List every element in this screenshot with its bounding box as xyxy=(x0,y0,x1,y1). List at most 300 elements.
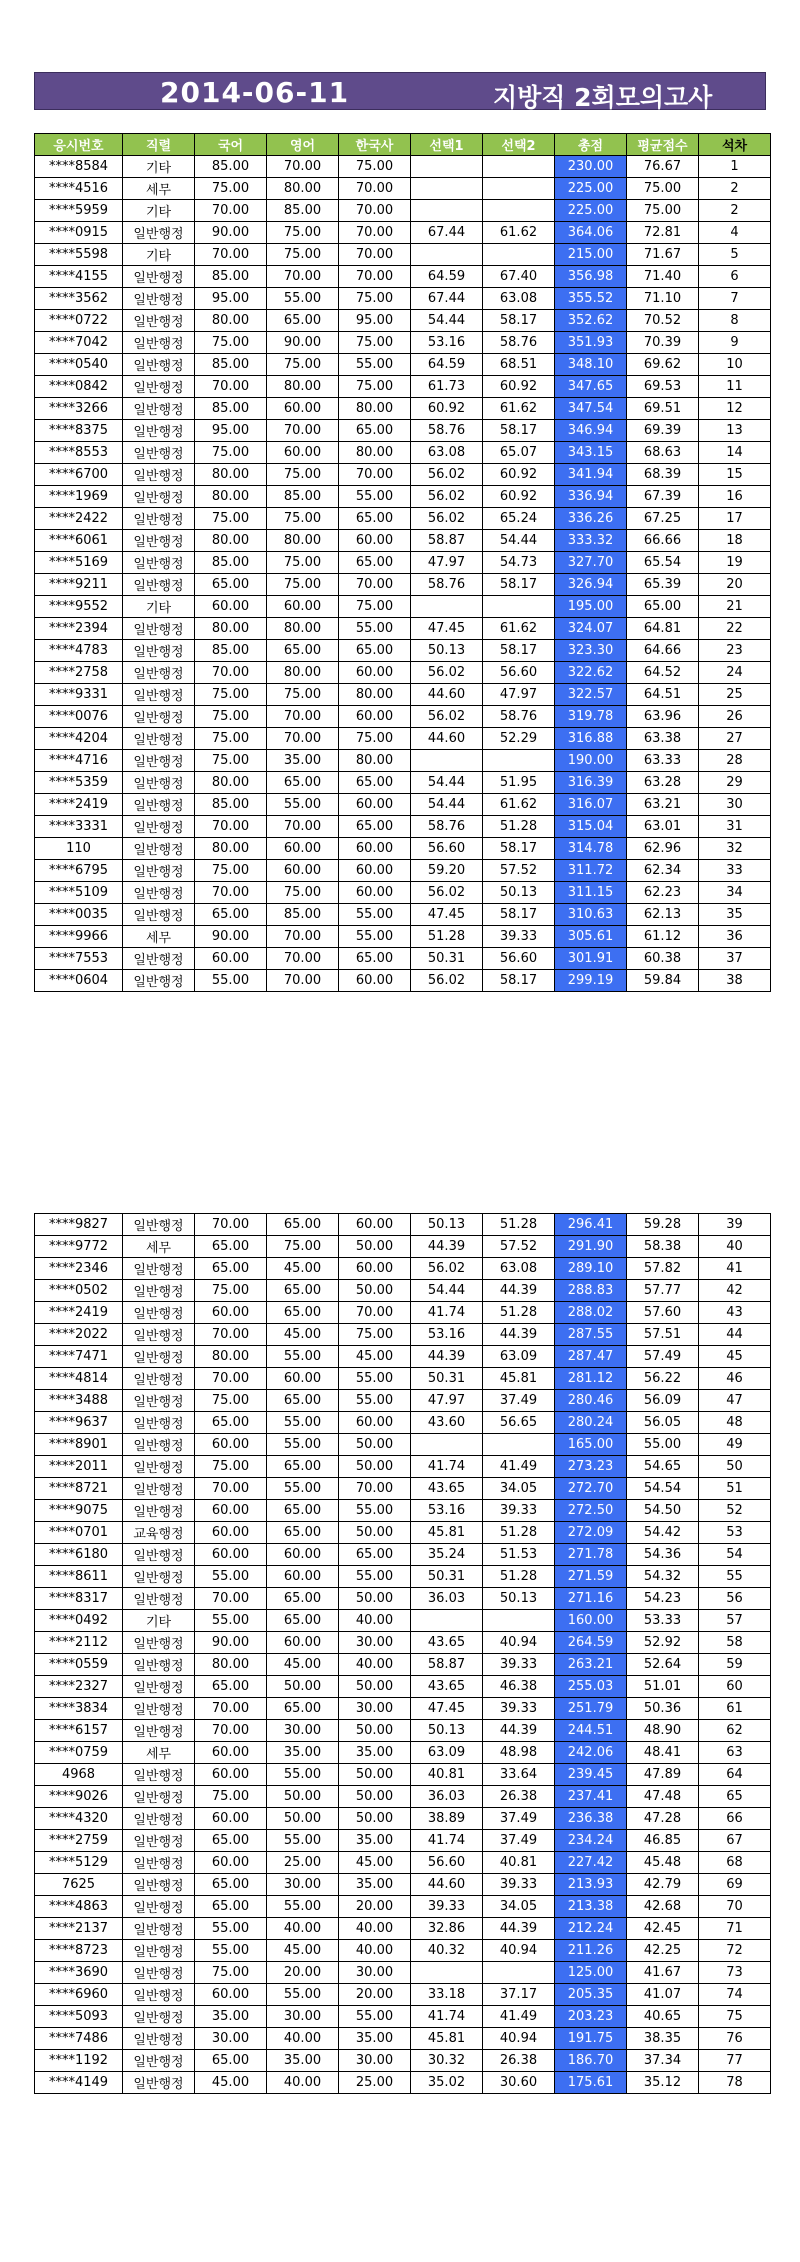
cell-rank: 65 xyxy=(699,1786,771,1808)
cell-elective-2: 58.76 xyxy=(483,706,555,728)
cell-elective-1: 53.16 xyxy=(411,1500,483,1522)
cell-english: 80.00 xyxy=(267,178,339,200)
score-table-page-2 xyxy=(34,1213,771,2094)
cell-average: 57.51 xyxy=(627,1324,699,1346)
cell-korean: 85.00 xyxy=(195,794,267,816)
cell-average: 56.09 xyxy=(627,1390,699,1412)
cell-rank: 67 xyxy=(699,1830,771,1852)
cell-english: 70.00 xyxy=(267,970,339,992)
cell-exam-number: ****8723 xyxy=(35,1940,123,1962)
cell-korean-history: 60.00 xyxy=(339,970,411,992)
cell-exam-number: ****7471 xyxy=(35,1346,123,1368)
cell-rank: 35 xyxy=(699,904,771,926)
cell-korean-history: 70.00 xyxy=(339,1302,411,1324)
cell-total: 289.10 xyxy=(555,1258,627,1280)
cell-elective-2: 58.17 xyxy=(483,904,555,926)
cell-korean: 75.00 xyxy=(195,508,267,530)
table-row xyxy=(35,1522,771,1544)
cell-total: 324.07 xyxy=(555,618,627,640)
cell-rank: 63 xyxy=(699,1742,771,1764)
cell-track: 일반행정 xyxy=(123,1984,195,2006)
cell-elective-2: 48.98 xyxy=(483,1742,555,1764)
cell-rank: 38 xyxy=(699,970,771,992)
cell-rank: 48 xyxy=(699,1412,771,1434)
cell-rank: 6 xyxy=(699,266,771,288)
cell-elective-1: 63.08 xyxy=(411,442,483,464)
cell-korean: 65.00 xyxy=(195,1830,267,1852)
table-row xyxy=(35,486,771,508)
cell-exam-number: ****8611 xyxy=(35,1566,123,1588)
cell-elective-1: 47.45 xyxy=(411,1698,483,1720)
cell-track: 기타 xyxy=(123,244,195,266)
cell-korean-history: 50.00 xyxy=(339,1456,411,1478)
cell-english: 75.00 xyxy=(267,508,339,530)
cell-rank: 15 xyxy=(699,464,771,486)
cell-exam-number: ****2758 xyxy=(35,662,123,684)
cell-english: 55.00 xyxy=(267,1478,339,1500)
cell-total: 264.59 xyxy=(555,1632,627,1654)
cell-elective-2: 41.49 xyxy=(483,1456,555,1478)
cell-rank: 21 xyxy=(699,596,771,618)
table-row xyxy=(35,1874,771,1896)
cell-elective-1: 59.20 xyxy=(411,860,483,882)
cell-elective-1 xyxy=(411,178,483,200)
cell-korean: 60.00 xyxy=(195,1302,267,1324)
cell-english: 85.00 xyxy=(267,904,339,926)
cell-average: 64.81 xyxy=(627,618,699,640)
header-average: 평균점수 xyxy=(627,134,699,156)
cell-exam-number: ****9552 xyxy=(35,596,123,618)
cell-korean: 80.00 xyxy=(195,1346,267,1368)
cell-track: 일반행정 xyxy=(123,1830,195,1852)
cell-rank: 60 xyxy=(699,1676,771,1698)
cell-english: 65.00 xyxy=(267,1302,339,1324)
cell-total: 125.00 xyxy=(555,1962,627,1984)
cell-total: 211.26 xyxy=(555,1940,627,1962)
cell-average: 68.39 xyxy=(627,464,699,486)
cell-exam-number: ****0701 xyxy=(35,1522,123,1544)
cell-average: 52.64 xyxy=(627,1654,699,1676)
cell-rank: 14 xyxy=(699,442,771,464)
cell-total: 351.93 xyxy=(555,332,627,354)
cell-elective-2: 61.62 xyxy=(483,222,555,244)
cell-korean-history: 70.00 xyxy=(339,222,411,244)
cell-total: 314.78 xyxy=(555,838,627,860)
cell-elective-2: 40.94 xyxy=(483,1632,555,1654)
cell-elective-1: 41.74 xyxy=(411,1302,483,1324)
cell-english: 80.00 xyxy=(267,376,339,398)
cell-elective-2: 39.33 xyxy=(483,1874,555,1896)
score-table-page-1 xyxy=(34,133,771,992)
cell-elective-1: 63.09 xyxy=(411,1742,483,1764)
cell-elective-1: 51.28 xyxy=(411,926,483,948)
cell-track: 일반행정 xyxy=(123,354,195,376)
cell-elective-1: 58.76 xyxy=(411,574,483,596)
cell-exam-number: ****4516 xyxy=(35,178,123,200)
cell-elective-2: 51.28 xyxy=(483,1522,555,1544)
cell-total: 234.24 xyxy=(555,1830,627,1852)
cell-total: 186.70 xyxy=(555,2050,627,2072)
cell-total: 355.52 xyxy=(555,288,627,310)
cell-rank: 37 xyxy=(699,948,771,970)
cell-exam-number: ****4204 xyxy=(35,728,123,750)
cell-elective-1: 50.13 xyxy=(411,1720,483,1742)
cell-english: 45.00 xyxy=(267,1258,339,1280)
cell-average: 46.85 xyxy=(627,1830,699,1852)
cell-rank: 9 xyxy=(699,332,771,354)
cell-exam-number: ****3331 xyxy=(35,816,123,838)
cell-elective-1: 58.76 xyxy=(411,816,483,838)
cell-exam-number: ****0915 xyxy=(35,222,123,244)
cell-average: 71.67 xyxy=(627,244,699,266)
cell-average: 62.13 xyxy=(627,904,699,926)
cell-total: 356.98 xyxy=(555,266,627,288)
cell-total: 322.62 xyxy=(555,662,627,684)
cell-total: 227.42 xyxy=(555,1852,627,1874)
cell-total: 271.59 xyxy=(555,1566,627,1588)
cell-korean: 80.00 xyxy=(195,1654,267,1676)
cell-korean: 95.00 xyxy=(195,420,267,442)
cell-korean: 55.00 xyxy=(195,970,267,992)
cell-english: 35.00 xyxy=(267,1742,339,1764)
cell-elective-2: 60.92 xyxy=(483,376,555,398)
cell-total: 273.23 xyxy=(555,1456,627,1478)
cell-rank: 52 xyxy=(699,1500,771,1522)
cell-korean: 80.00 xyxy=(195,772,267,794)
cell-average: 68.63 xyxy=(627,442,699,464)
table-row xyxy=(35,640,771,662)
table-row xyxy=(35,1280,771,1302)
cell-total: 272.09 xyxy=(555,1522,627,1544)
cell-korean: 75.00 xyxy=(195,1786,267,1808)
cell-english: 75.00 xyxy=(267,222,339,244)
cell-rank: 20 xyxy=(699,574,771,596)
cell-rank: 58 xyxy=(699,1632,771,1654)
cell-korean-history: 40.00 xyxy=(339,1654,411,1676)
cell-average: 42.25 xyxy=(627,1940,699,1962)
cell-total: 190.00 xyxy=(555,750,627,772)
cell-korean: 60.00 xyxy=(195,1522,267,1544)
cell-elective-2: 40.94 xyxy=(483,2028,555,2050)
cell-elective-1: 33.18 xyxy=(411,1984,483,2006)
cell-elective-1: 36.03 xyxy=(411,1588,483,1610)
table-row xyxy=(35,794,771,816)
cell-elective-1: 54.44 xyxy=(411,794,483,816)
cell-track: 기타 xyxy=(123,200,195,222)
cell-average: 54.42 xyxy=(627,1522,699,1544)
cell-exam-number: ****2346 xyxy=(35,1258,123,1280)
cell-english: 45.00 xyxy=(267,1324,339,1346)
cell-track: 교육행정 xyxy=(123,1522,195,1544)
table-row xyxy=(35,706,771,728)
cell-korean: 90.00 xyxy=(195,222,267,244)
cell-exam-number: ****0492 xyxy=(35,1610,123,1632)
cell-exam-number: ****9772 xyxy=(35,1236,123,1258)
table-row xyxy=(35,1456,771,1478)
cell-english: 70.00 xyxy=(267,706,339,728)
cell-elective-1: 39.33 xyxy=(411,1896,483,1918)
cell-average: 59.84 xyxy=(627,970,699,992)
cell-average: 48.90 xyxy=(627,1720,699,1742)
cell-rank: 1 xyxy=(699,156,771,178)
cell-exam-number: ****3690 xyxy=(35,1962,123,1984)
table-row xyxy=(35,156,771,178)
cell-rank: 40 xyxy=(699,1236,771,1258)
cell-korean-history: 55.00 xyxy=(339,618,411,640)
cell-total: 160.00 xyxy=(555,1610,627,1632)
cell-rank: 41 xyxy=(699,1258,771,1280)
cell-rank: 62 xyxy=(699,1720,771,1742)
cell-rank: 49 xyxy=(699,1434,771,1456)
cell-elective-2 xyxy=(483,1434,555,1456)
cell-total: 288.83 xyxy=(555,1280,627,1302)
cell-korean: 55.00 xyxy=(195,1610,267,1632)
cell-average: 57.82 xyxy=(627,1258,699,1280)
cell-total: 215.00 xyxy=(555,244,627,266)
cell-track: 일반행정 xyxy=(123,2006,195,2028)
cell-total: 212.24 xyxy=(555,1918,627,1940)
cell-english: 65.00 xyxy=(267,1390,339,1412)
cell-exam-number: ****5359 xyxy=(35,772,123,794)
cell-total: 205.35 xyxy=(555,1984,627,2006)
cell-korean: 70.00 xyxy=(195,1368,267,1390)
cell-track: 일반행정 xyxy=(123,530,195,552)
cell-average: 47.28 xyxy=(627,1808,699,1830)
cell-total: 322.57 xyxy=(555,684,627,706)
cell-track: 일반행정 xyxy=(123,1940,195,1962)
cell-exam-number: ****6700 xyxy=(35,464,123,486)
cell-korean: 30.00 xyxy=(195,2028,267,2050)
cell-track: 일반행정 xyxy=(123,1302,195,1324)
cell-total: 213.38 xyxy=(555,1896,627,1918)
cell-english: 20.00 xyxy=(267,1962,339,1984)
exam-date: 2014-06-11 xyxy=(160,76,350,109)
cell-track: 일반행정 xyxy=(123,1434,195,1456)
cell-elective-2: 40.81 xyxy=(483,1852,555,1874)
cell-korean: 70.00 xyxy=(195,1720,267,1742)
cell-english: 60.00 xyxy=(267,838,339,860)
cell-track: 일반행정 xyxy=(123,706,195,728)
cell-exam-number: ****4783 xyxy=(35,640,123,662)
header-elective-1: 선택1 xyxy=(411,134,483,156)
table-row xyxy=(35,816,771,838)
cell-track: 일반행정 xyxy=(123,618,195,640)
cell-korean-history: 75.00 xyxy=(339,376,411,398)
cell-rank: 31 xyxy=(699,816,771,838)
cell-rank: 27 xyxy=(699,728,771,750)
cell-rank: 23 xyxy=(699,640,771,662)
cell-english: 60.00 xyxy=(267,1544,339,1566)
cell-korean: 75.00 xyxy=(195,750,267,772)
cell-average: 66.66 xyxy=(627,530,699,552)
cell-rank: 30 xyxy=(699,794,771,816)
cell-track: 일반행정 xyxy=(123,728,195,750)
cell-elective-2: 63.08 xyxy=(483,1258,555,1280)
table-row xyxy=(35,1742,771,1764)
cell-track: 세무 xyxy=(123,1236,195,1258)
cell-average: 48.41 xyxy=(627,1742,699,1764)
cell-korean-history: 80.00 xyxy=(339,398,411,420)
cell-rank: 45 xyxy=(699,1346,771,1368)
cell-exam-number: ****6157 xyxy=(35,1720,123,1742)
cell-elective-2: 33.64 xyxy=(483,1764,555,1786)
cell-track: 일반행정 xyxy=(123,662,195,684)
table-row xyxy=(35,2006,771,2028)
table-row xyxy=(35,904,771,926)
cell-rank: 34 xyxy=(699,882,771,904)
table-row xyxy=(35,1786,771,1808)
cell-rank: 75 xyxy=(699,2006,771,2028)
cell-rank: 56 xyxy=(699,1588,771,1610)
cell-average: 54.50 xyxy=(627,1500,699,1522)
cell-track: 일반행정 xyxy=(123,1214,195,1236)
cell-rank: 22 xyxy=(699,618,771,640)
cell-exam-number: ****9075 xyxy=(35,1500,123,1522)
cell-korean-history: 55.00 xyxy=(339,1368,411,1390)
cell-track: 일반행정 xyxy=(123,1896,195,1918)
table-row xyxy=(35,354,771,376)
cell-english: 70.00 xyxy=(267,948,339,970)
cell-rank: 13 xyxy=(699,420,771,442)
cell-total: 316.88 xyxy=(555,728,627,750)
title-banner xyxy=(34,72,766,110)
cell-average: 71.10 xyxy=(627,288,699,310)
table-row xyxy=(35,1852,771,1874)
cell-average: 70.52 xyxy=(627,310,699,332)
cell-track: 기타 xyxy=(123,1610,195,1632)
table-row xyxy=(35,596,771,618)
cell-track: 세무 xyxy=(123,178,195,200)
cell-english: 40.00 xyxy=(267,2028,339,2050)
cell-korean-history: 60.00 xyxy=(339,794,411,816)
cell-exam-number: ****5129 xyxy=(35,1852,123,1874)
cell-track: 일반행정 xyxy=(123,552,195,574)
cell-elective-1: 60.92 xyxy=(411,398,483,420)
cell-english: 60.00 xyxy=(267,860,339,882)
table-row xyxy=(35,1588,771,1610)
cell-elective-1: 56.02 xyxy=(411,706,483,728)
table-row xyxy=(35,1940,771,1962)
cell-exam-number: ****6795 xyxy=(35,860,123,882)
cell-elective-1: 53.16 xyxy=(411,1324,483,1346)
cell-total: 327.70 xyxy=(555,552,627,574)
table-row xyxy=(35,1390,771,1412)
cell-korean: 80.00 xyxy=(195,838,267,860)
cell-korean-history: 65.00 xyxy=(339,816,411,838)
cell-total: 281.12 xyxy=(555,1368,627,1390)
table-row xyxy=(35,1368,771,1390)
cell-korean-history: 50.00 xyxy=(339,1434,411,1456)
cell-track: 일반행정 xyxy=(123,1720,195,1742)
cell-track: 일반행정 xyxy=(123,1258,195,1280)
cell-exam-number: ****9827 xyxy=(35,1214,123,1236)
cell-average: 63.28 xyxy=(627,772,699,794)
cell-elective-2: 39.33 xyxy=(483,1698,555,1720)
cell-elective-2: 58.17 xyxy=(483,640,555,662)
cell-total: 316.07 xyxy=(555,794,627,816)
table-row xyxy=(35,728,771,750)
cell-average: 61.12 xyxy=(627,926,699,948)
cell-total: 352.62 xyxy=(555,310,627,332)
cell-track: 일반행정 xyxy=(123,486,195,508)
cell-korean: 55.00 xyxy=(195,1566,267,1588)
cell-exam-number: ****4149 xyxy=(35,2072,123,2094)
cell-rank: 33 xyxy=(699,860,771,882)
cell-exam-number: ****1969 xyxy=(35,486,123,508)
cell-english: 75.00 xyxy=(267,552,339,574)
cell-rank: 7 xyxy=(699,288,771,310)
cell-korean: 85.00 xyxy=(195,266,267,288)
cell-average: 53.33 xyxy=(627,1610,699,1632)
cell-elective-1: 56.02 xyxy=(411,882,483,904)
cell-elective-1: 43.60 xyxy=(411,1412,483,1434)
cell-korean: 70.00 xyxy=(195,1588,267,1610)
cell-exam-number: ****1192 xyxy=(35,2050,123,2072)
cell-korean: 75.00 xyxy=(195,442,267,464)
cell-elective-1: 54.44 xyxy=(411,310,483,332)
cell-average: 51.01 xyxy=(627,1676,699,1698)
cell-exam-number: ****6180 xyxy=(35,1544,123,1566)
cell-korean-history: 60.00 xyxy=(339,1412,411,1434)
cell-rank: 5 xyxy=(699,244,771,266)
cell-korean-history: 60.00 xyxy=(339,1258,411,1280)
table-row xyxy=(35,1302,771,1324)
cell-english: 75.00 xyxy=(267,574,339,596)
cell-korean: 75.00 xyxy=(195,728,267,750)
cell-rank: 50 xyxy=(699,1456,771,1478)
cell-track: 일반행정 xyxy=(123,266,195,288)
cell-average: 69.51 xyxy=(627,398,699,420)
cell-track: 일반행정 xyxy=(123,882,195,904)
cell-korean: 75.00 xyxy=(195,860,267,882)
table-row xyxy=(35,750,771,772)
table-row xyxy=(35,574,771,596)
cell-elective-1: 56.02 xyxy=(411,662,483,684)
cell-total: 263.21 xyxy=(555,1654,627,1676)
cell-rank: 51 xyxy=(699,1478,771,1500)
cell-korean-history: 75.00 xyxy=(339,728,411,750)
cell-korean-history: 65.00 xyxy=(339,552,411,574)
cell-korean-history: 65.00 xyxy=(339,640,411,662)
cell-average: 69.53 xyxy=(627,376,699,398)
cell-total: 288.02 xyxy=(555,1302,627,1324)
cell-rank: 4 xyxy=(699,222,771,244)
cell-track: 일반행정 xyxy=(123,1808,195,1830)
cell-korean: 85.00 xyxy=(195,156,267,178)
cell-average: 45.48 xyxy=(627,1852,699,1874)
cell-track: 일반행정 xyxy=(123,1390,195,1412)
header-rank: 석차 xyxy=(699,134,771,156)
cell-average: 38.35 xyxy=(627,2028,699,2050)
cell-exam-number: ****9211 xyxy=(35,574,123,596)
cell-total: 225.00 xyxy=(555,200,627,222)
cell-korean: 75.00 xyxy=(195,1962,267,1984)
cell-english: 75.00 xyxy=(267,244,339,266)
cell-rank: 17 xyxy=(699,508,771,530)
cell-track: 일반행정 xyxy=(123,1962,195,1984)
cell-english: 60.00 xyxy=(267,596,339,618)
cell-korean: 60.00 xyxy=(195,948,267,970)
cell-elective-1: 35.02 xyxy=(411,2072,483,2094)
cell-english: 60.00 xyxy=(267,1368,339,1390)
cell-average: 42.45 xyxy=(627,1918,699,1940)
cell-elective-1: 43.65 xyxy=(411,1632,483,1654)
cell-korean: 75.00 xyxy=(195,1390,267,1412)
cell-english: 50.00 xyxy=(267,1786,339,1808)
cell-elective-2: 63.08 xyxy=(483,288,555,310)
cell-elective-1: 40.81 xyxy=(411,1764,483,1786)
table-row xyxy=(35,1610,771,1632)
